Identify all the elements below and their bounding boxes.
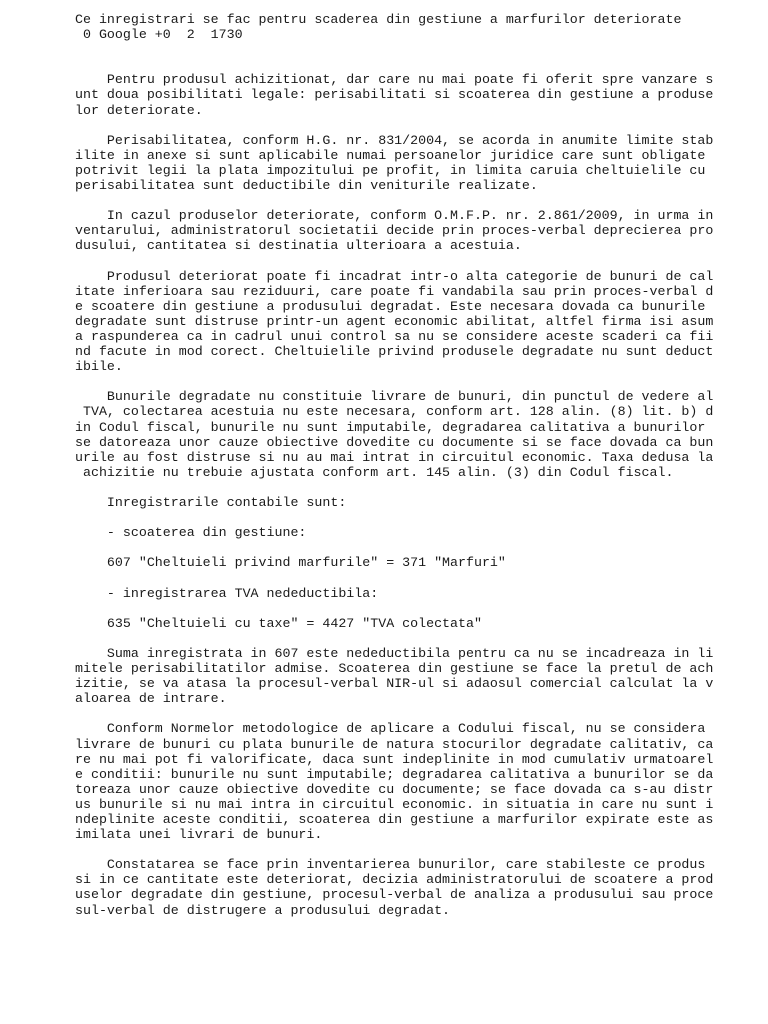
paragraph-line: izitie, se va atasa la procesul-verbal NIR-ul si adaosul comercial calculat la v: [75, 676, 714, 692]
paragraph-line: In cazul produselor deteriorate, conform O.M.F.P. nr. 2.861/2009, in urma in: [75, 208, 714, 224]
paragraph-line: dusului, cantitatea si destinatia ulterioara a acestuia.: [75, 238, 522, 254]
paragraph-line: 607 "Cheltuieli privind marfurile" = 371 "Marfuri": [75, 555, 506, 571]
paragraph-line: potrivit legii la plata impozitului pe profit, in limita caruia cheltuielile cu: [75, 162, 706, 178]
paragraph: [75, 72, 755, 117]
paragraph-line: Pentru produsul achizitionat, dar care nu mai poate fi oferit spre vanzare s: [75, 72, 714, 88]
paragraph-line: lor deteriorate.: [75, 102, 203, 118]
paragraph-spacer: [75, 601, 755, 616]
paragraph-line: in Codul fiscal, bunurile nu sunt imputabile, degradarea calitativa a bunurilor: [75, 419, 706, 435]
paragraph-spacer: [75, 510, 755, 525]
paragraph-line: Produsul deteriorat poate fi incadrat intr-o alta categorie de bunuri de cal: [75, 268, 714, 284]
paragraph-line: livrare de bunuri cu plata bunurile de natura stocurilor degradate calitativ, ca: [75, 736, 714, 752]
paragraph: [75, 586, 755, 601]
paragraph-line: a raspunderea ca in cadrul unui control sa nu se considere aceste scaderi ca fii: [75, 328, 714, 344]
paragraph-line: e conditii: bunurile nu sunt imputabile; degradarea calitativa a bunurilor se da: [75, 766, 714, 782]
paragraph-line: uselor degradate din gestiune, procesul-verbal de analiza a produsului sau proce: [75, 887, 714, 903]
paragraph-spacer: [75, 631, 755, 646]
paragraph-line: 635 "Cheltuieli cu taxe" = 4427 "TVA colectata": [75, 615, 482, 631]
paragraph-line: mitele perisabilitatilor admise. Scoaterea din gestiune se face la pretul de ach: [75, 661, 714, 677]
paragraph-spacer: [75, 480, 755, 495]
paragraph-line: nd facute in mod corect. Cheltuielile privind produsele degradate nu sunt deduct: [75, 344, 714, 360]
paragraph: [75, 389, 755, 480]
paragraph-line: Inregistrarile contabile sunt:: [75, 495, 347, 510]
paragraph-line: Perisabilitatea, conform H.G. nr. 831/2004, se acorda in anumite limite stab: [75, 132, 714, 148]
paragraph-line: TVA, colectarea acestuia nu este necesara, conform art. 128 alin. (8) lit. b) d: [75, 404, 714, 420]
paragraph-line: achizitie nu trebuie ajustata conform art. 145 alin. (3) din Codul fiscal.: [75, 464, 674, 480]
paragraph-line: ventarului, administratorul societatii decide prin proces-verbal deprecierea pro: [75, 223, 714, 239]
paragraph: [75, 555, 755, 570]
paragraph-line: ilite in anexe si sunt aplicabile numai persoanelor juridice care sunt obligate: [75, 147, 706, 163]
paragraph-line: itate inferioara sau reziduuri, care poate fi vandabila sau prin proces-verbal d: [75, 283, 714, 299]
paragraph-spacer: [75, 842, 755, 857]
paragraph: [75, 495, 755, 510]
paragraph-line: sul-verbal de distrugere a produsului degradat.: [75, 902, 451, 918]
paragraph-line: e scoatere din gestiune a produsului degradat. Este necesara dovada ca bunurile: [75, 298, 706, 314]
paragraph-spacer: [75, 706, 755, 721]
paragraph: [75, 133, 755, 193]
paragraph: [75, 269, 755, 375]
paragraph-spacer: [75, 570, 755, 585]
paragraph: [75, 525, 755, 540]
paragraph-line: re nu mai pot fi valorificate, daca sunt indeplinite in mod cumulativ urmatoarel: [75, 751, 714, 767]
paragraph-line: unt doua posibilitati legale: perisabilitati si scoaterea din gestiune a produse: [75, 87, 714, 103]
paragraph-spacer: [75, 193, 755, 208]
paragraph-line: se datoreaza unor cauze obiective dovedite cu documente si se face dovada ca bun: [75, 434, 714, 450]
paragraph-line: si in ce cantitate este deteriorat, decizia administratorului de scoatere a prod: [75, 872, 714, 888]
paragraph-line: toreaza unor cauze obiective dovedite cu documente; se face dovada ca s-au distr: [75, 781, 714, 797]
paragraph-spacer: [75, 254, 755, 269]
paragraph: [75, 646, 755, 706]
paragraph: [75, 721, 755, 842]
paragraph-spacer: [75, 374, 755, 389]
paragraph: [75, 208, 755, 253]
spacer: [75, 42, 755, 57]
paragraph-line: us bunurile si nu mai intra in circuitul economic. in situatia in care nu sunt i: [75, 796, 714, 812]
spacer: [75, 57, 755, 72]
document-body: [75, 72, 755, 917]
share-counts: 0 Google +0 2 1730: [75, 27, 243, 43]
paragraph: [75, 616, 755, 631]
paragraph-line: ndeplinite aceste conditii, scoaterea din gestiune a marfurilor expirate este as: [75, 811, 714, 827]
paragraph-line: - inregistrarea TVA nedeductibila:: [75, 585, 379, 601]
paragraph-line: urile au fost distruse si nu au mai intrat in circuitul economic. Taxa dedusa la: [75, 449, 714, 465]
paragraph-line: imilata unei livrari de bunuri.: [75, 827, 323, 843]
paragraph: [75, 857, 755, 917]
paragraph-line: degradate sunt distruse printr-un agent economic abilitat, altfel firma isi asum: [75, 313, 714, 329]
paragraph-line: Conform Normelor metodologice de aplicare a Codului fiscal, nu se considera: [75, 721, 706, 737]
document-title: Ce inregistrari se fac pentru scaderea din gestiune a marfurilor deteriorate: [75, 12, 682, 27]
paragraph-line: Bunurile degradate nu constituie livrare de bunuri, din punctul de vedere al: [75, 389, 714, 405]
paragraph-line: aloarea de intrare.: [75, 691, 227, 707]
paragraph-line: perisabilitatea sunt deductibile din veniturile realizate.: [75, 178, 538, 194]
paragraph-line: Constatarea se face prin inventarierea bunurilor, care stabileste ce produs: [75, 857, 706, 873]
paragraph-line: - scoaterea din gestiune:: [75, 525, 307, 541]
paragraph-line: Suma inregistrata in 607 este nedeductibila pentru ca nu se incadreaza in li: [75, 645, 714, 661]
paragraph-spacer: [75, 118, 755, 133]
paragraph-line: ibile.: [75, 359, 123, 375]
document-page: [75, 12, 755, 918]
paragraph-spacer: [75, 540, 755, 555]
